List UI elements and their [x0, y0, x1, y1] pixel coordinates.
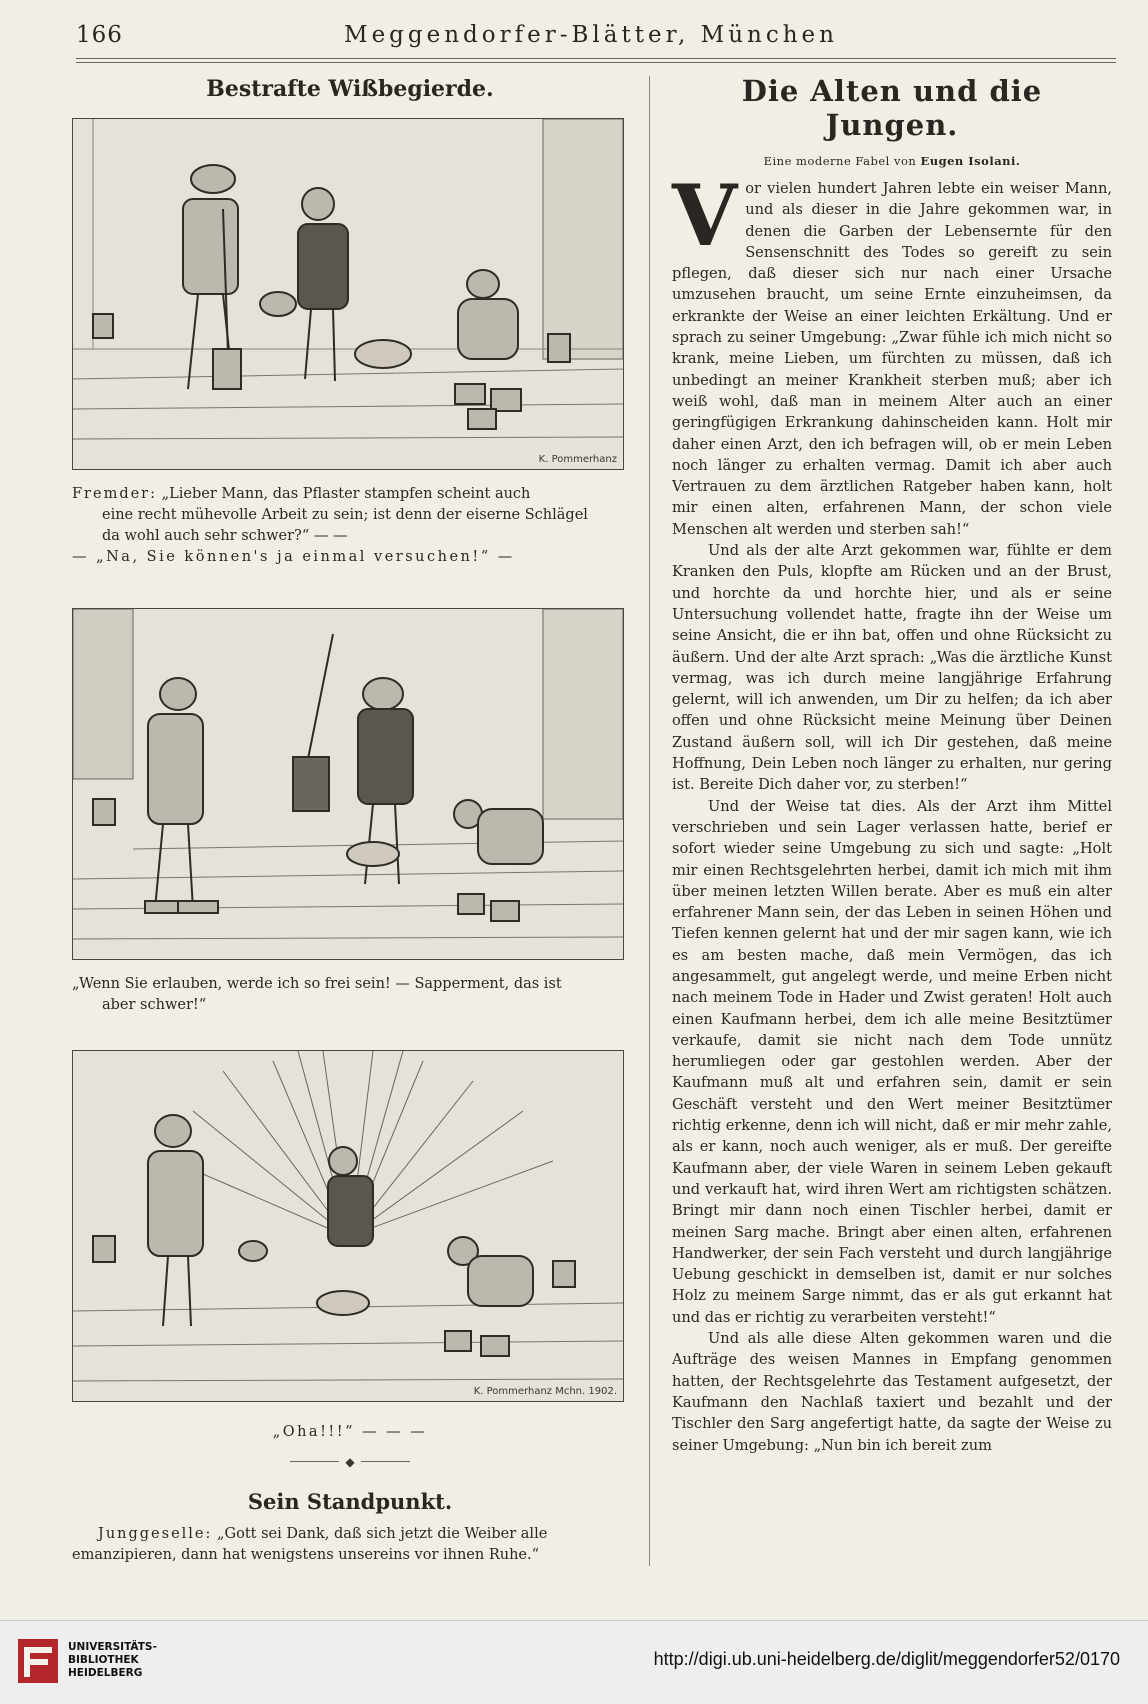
cartoon-panel-1	[72, 118, 624, 470]
institution-name	[68, 1641, 157, 1680]
institution-line-2: BIBLIOTHEK	[68, 1654, 139, 1666]
library-footer	[0, 1620, 1148, 1704]
caption-line: „Wenn Sie erlauben, werde ich so frei sein! — Sapperment, das ist	[72, 976, 562, 992]
section2-speaker: Junggeselle:	[98, 1526, 213, 1542]
page-number: 166	[76, 22, 123, 48]
fable-paragraph-2: Und als der alte Arzt gekommen war, fühlte er dem Kranken den Puls, klopfte am Rücken und an der Brust, und horchte da und horchte hier, und als er seine Untersuchung vollendet hatte, fragte ihn der Weise um seine Ansicht, die er ihn bat, offen und ohne Rücksicht zu äußern. Und der alte Arzt sprach: „Was die ärztliche Kunst vermag, was ich durch meine langjährige Erfahrung gelernt, will ich anwenden, um Dir zu helfen; da ich aber offen und ohne Rücksicht meine Meinung über Deinen Zustand äußern soll, will ich Dir gestehen, daß meine Hoffnung, Dein Leben noch länger zu erhalten, nur gering ist. Bereite Dich daher vor, zu sterben!“	[672, 542, 1112, 794]
journal-title: Meggendorfer-Blätter, München	[344, 22, 838, 48]
caption-line: eine recht mühevolle Arbeit zu sein; ist denn der eiserne Schlägel	[102, 507, 588, 523]
institution-line-3: HEIDELBERG	[68, 1667, 143, 1679]
fable-body	[672, 166, 1112, 1456]
column-divider	[649, 76, 650, 1566]
paragraph-text: or vielen hundert Jahren lebte ein weiser Mann, und als dieser in die Jahre gekommen war, in denen die Garben der Lebensernte für den Sensenschnitt des Todes so gereift zu sein pflegen, daß dieser sich nur nach einer Ursache umzusehen braucht, um seine Ernte einzuheimsen, da erkrankte der Weise an einer leichten Erkältung. Und er sprach zu seiner Umgebung: „Zwar fühle ich mich nicht so krank, meine Lieben, um fürchten zu müssen, daß ich unbedingt an meiner Krankheit sterben muß; aber ich weiß wohl, daß man in meinem Alter auch an einer geringfügigen Erkrankung dahinscheiden kann. Holt mir daher einen Arzt, den ich befragen will, ob er mein Leben noch länger zu erhalten vermag. Damit ich aber auch Vertrauen zu dem ärztlichen Ratgeber haben kann, holt mir einen alten, erfahrenen Mann, der schon viele Menschen alt werden und sterben sah!“	[672, 180, 1112, 538]
fable-byline	[672, 154, 1112, 168]
header-rule-second	[76, 62, 1116, 63]
section2-line-2: emanzipieren, dann hat wenigstens unsereins vor ihnen Ruhe.“	[72, 1547, 540, 1563]
panel-3-caption: „Oha!!!“ — — —	[272, 1424, 428, 1440]
source-url-link[interactable]: http://digi.ub.uni-heidelberg.de/diglit/meggendorfer52/0170	[653, 1649, 1120, 1669]
section2-line-1: „Gott sei Dank, daß sich jetzt die Weiber alle	[217, 1526, 548, 1542]
fable-paragraph-3: Und der Weise tat dies. Als der Arzt ihm Mittel verschrieben und sein Lager verlassen hatte, berief er sofort wieder seine Umgebung zu sich und sagte: „Holt mir einen Rechtsgelehrten herbei, damit ich mich mit ihm über meinen letzten Willen berate. Aber es muß ein alter erfahrener Mann sein, der das Leben in seinen Höhen und Tiefen kennen gelernt hat und der mir sagen kann, wie ich es am besten mache, daß mein Vermögen, das ich angesammelt, gut angelegt werde, und meine Erben nicht nach meinem Tode in Hader und Zwist geraten! Holt auch einen Kaufmann herbei, dem ich alle meine Besitztümer verkaufe, damit sie nicht nach dem Tode unnütz herumliegen oder gar gestohlen werden. Aber der Kaufmann muß alt und erfahren sein, damit er sein Geschäft versteht und den Wert meiner Besitztümer richtig erkenne, denn ich will nicht, daß er mir mehr zahle, als er kann, noch auch weniger, als er muß. Der gereifte Kaufmann aber, der viele Waren in seinem Leben gekauft und verkauft hat, wird ihren Wert am richtigsten schätzen. Bringt mir dann noch einen Tischler herbei, damit er meinen Sarg mache. Bringt aber einen alten, erfahrenen Handwerker, der sein Fach versteht und durch langjährige Uebung geschickt in demselben ist, damit er nur solches Holz zu meinem Sarge nimmt, das er als gut erkannt hat und das er richtig zu verarbeiten versteht!“	[672, 797, 1112, 1326]
caption-line: da wohl auch sehr schwer?“ — —	[102, 528, 348, 544]
cartoon-illustration-2	[73, 609, 623, 959]
section2-title: Sein Standpunkt.	[247, 1489, 453, 1514]
left-column	[72, 66, 628, 1566]
drop-cap: V	[672, 166, 738, 265]
right-column	[672, 66, 1112, 1456]
byline-prefix: Eine moderne Fabel von	[763, 154, 917, 168]
fable-paragraph-4: Und als alle diese Alten gekommen waren und die Aufträge des weisen Mannes in Empfang genommen hatten, der Rechtsgelehrte das Testament aufgesetzt, der Kaufmann den Nachlaß taxiert und bezahlt und der Tischler den Sarg angefertigt hatte, da sagte der Weise zu seiner Umgebung: „Nun bin ich bereit zum	[672, 1330, 1112, 1454]
running-head	[76, 18, 1106, 58]
header-rule	[76, 58, 1116, 59]
institution-line-1: UNIVERSITÄTS-	[68, 1641, 157, 1653]
university-logo-icon	[14, 1633, 62, 1689]
artist-signature: K. Pommerhanz Mchn. 1902.	[473, 1386, 617, 1397]
byline-author: Eugen Isolani.	[920, 154, 1021, 168]
caption-text: „Lieber Mann, das Pflaster stampfen scheint auch	[161, 486, 531, 502]
panel-1-caption	[72, 484, 628, 568]
cartoon-illustration-1	[73, 119, 623, 469]
cartoon-panel-3	[72, 1050, 624, 1402]
caption-line	[72, 484, 628, 505]
section-ornament: ◆	[290, 1461, 410, 1463]
cartoon-title: Bestrafte Wißbegierde.	[206, 76, 494, 102]
caption-line: — „Na, Sie können's ja einmal versuchen!“ —	[72, 549, 515, 565]
artist-signature: K. Pommerhanz	[538, 454, 617, 465]
fable-title: Die Alten und die Jungen.	[741, 74, 1043, 142]
fable-paragraph-1	[672, 166, 1112, 540]
section2-line	[72, 1524, 628, 1545]
cartoon-panel-2	[72, 608, 624, 960]
caption-line: aber schwer!“	[102, 997, 207, 1013]
cartoon-illustration-3	[73, 1051, 623, 1401]
panel-2-caption	[72, 974, 628, 1016]
caption-speaker: Fremder:	[72, 486, 158, 502]
section2-text	[72, 1524, 628, 1566]
